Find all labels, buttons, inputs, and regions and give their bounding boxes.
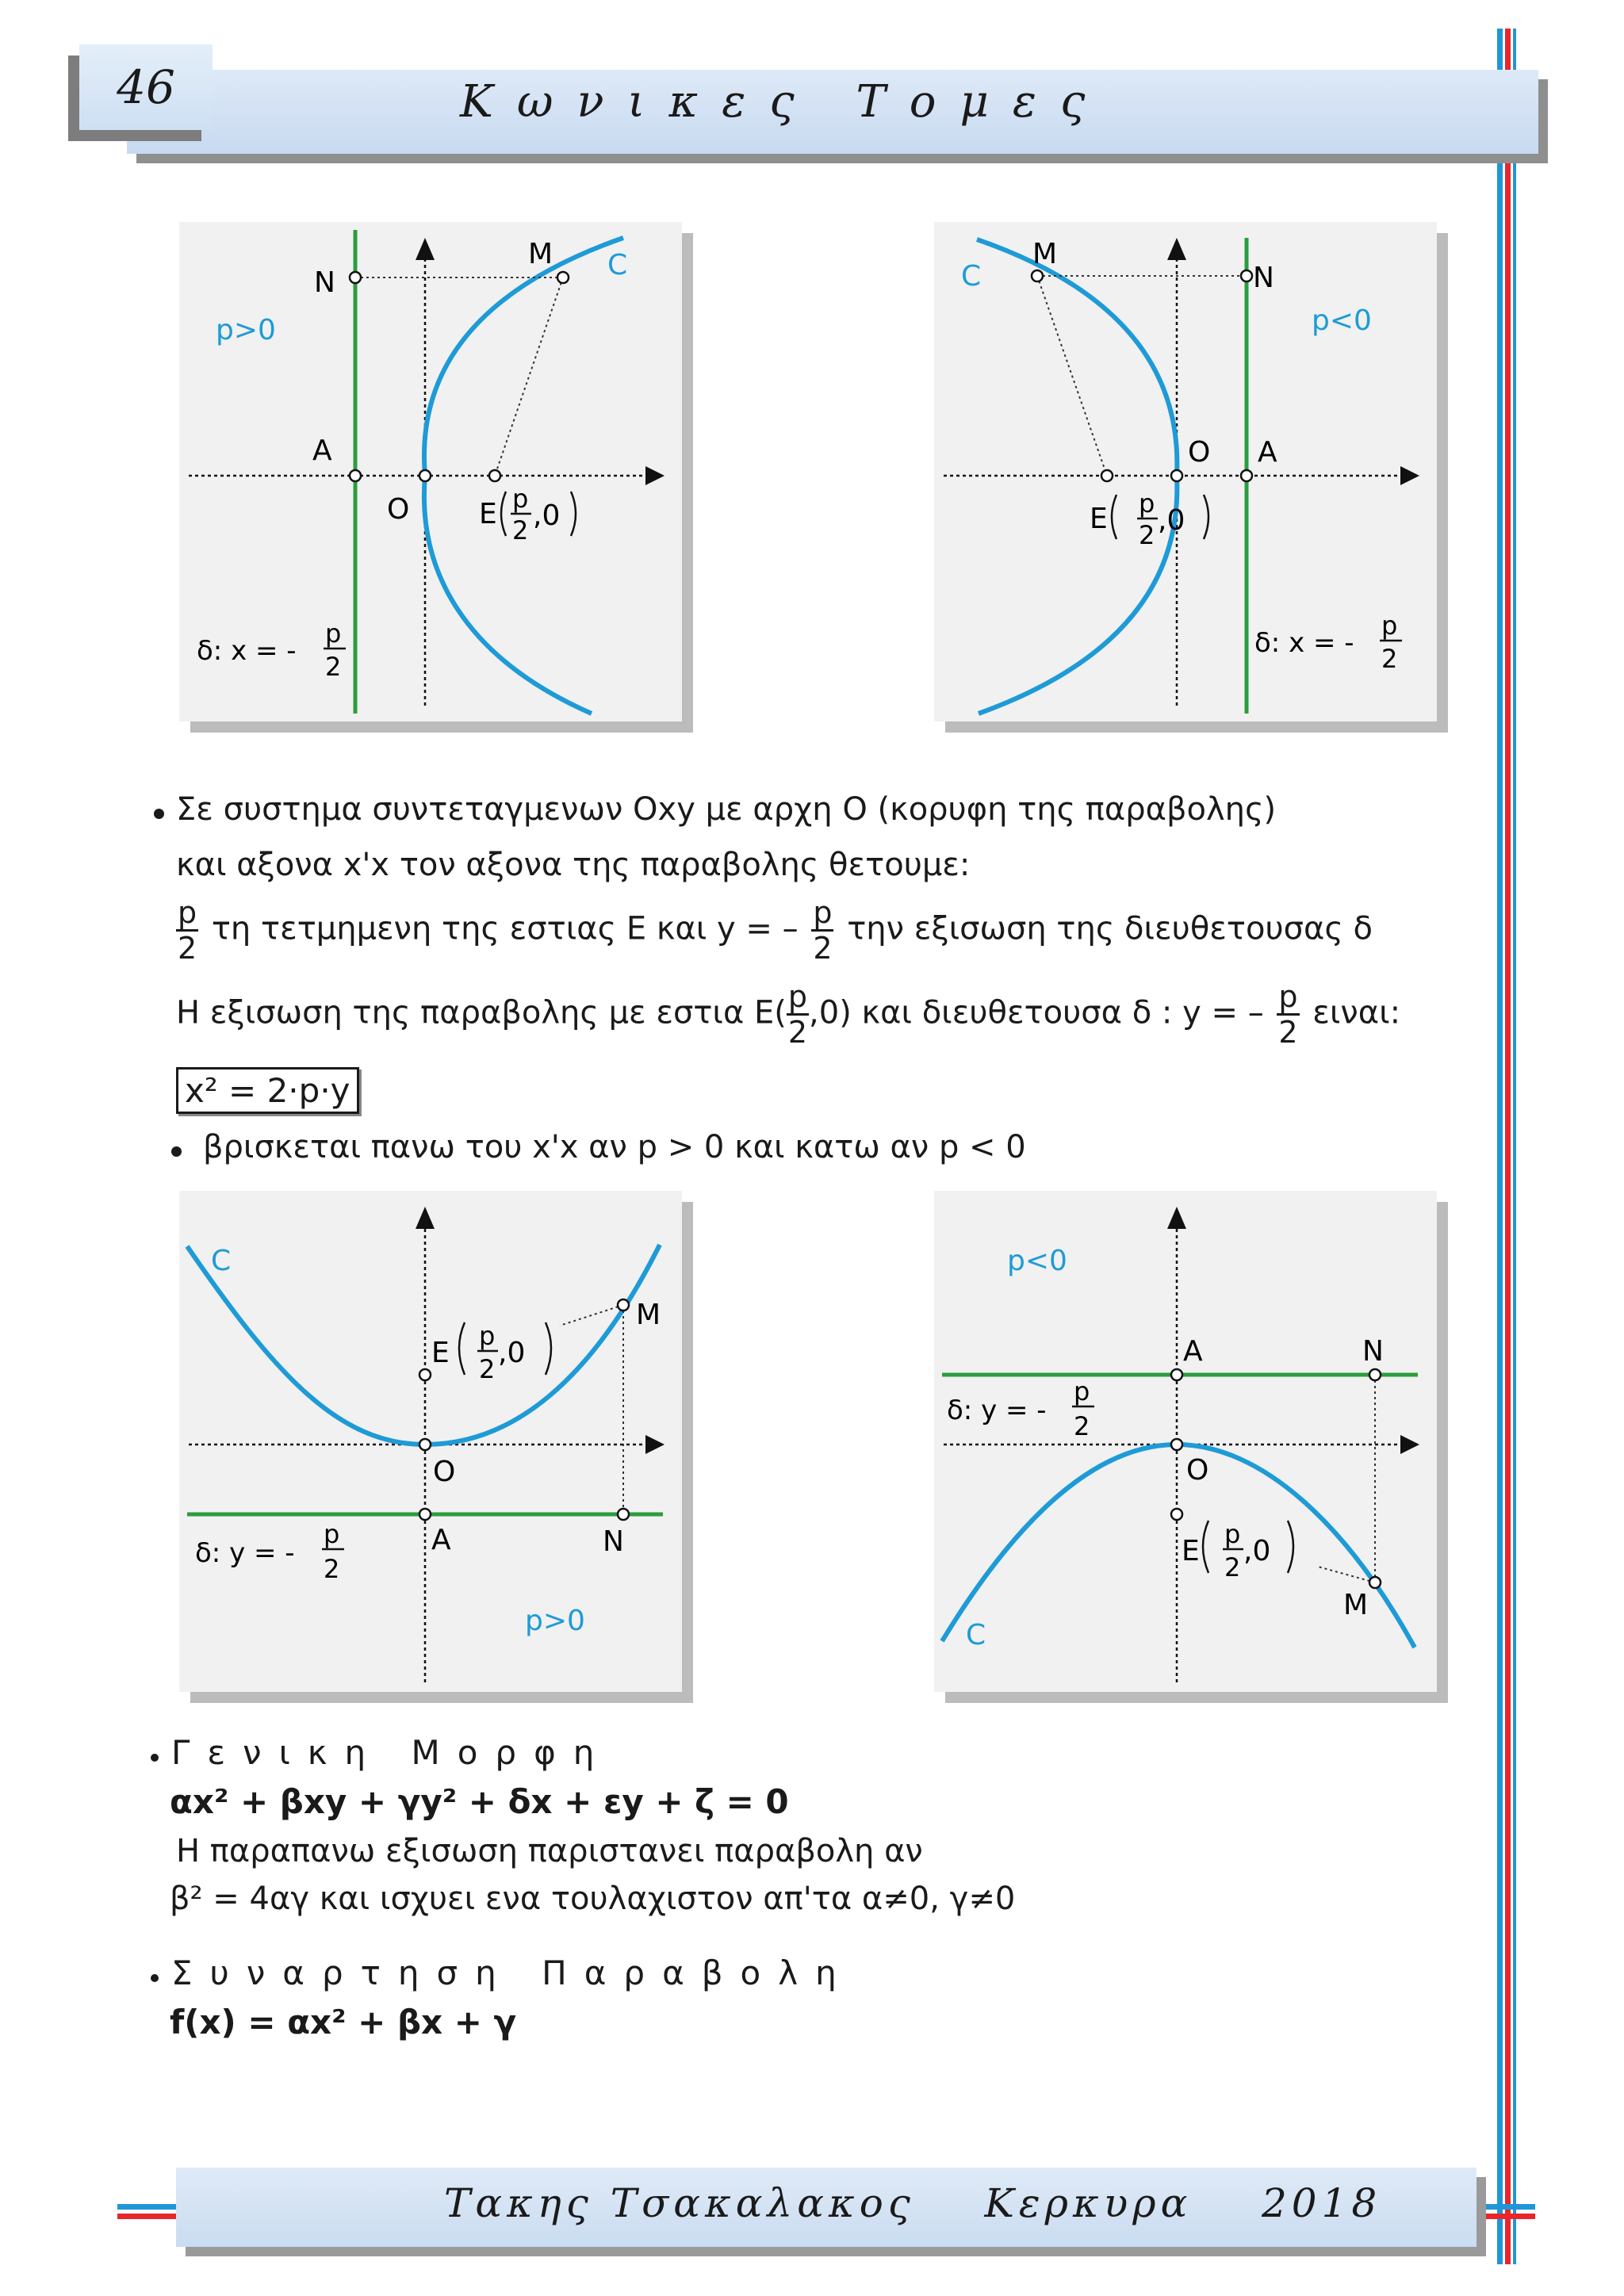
figure-parabola-right (179, 222, 682, 721)
bullet-dot (171, 1146, 182, 1157)
general-line2: β² = 4αγ και ισχυει ενα τουλαχιστον απ'τα α≠0, γ≠0 (170, 1881, 1016, 1917)
param-label: p<0 (1007, 1245, 1067, 1277)
point-M: M (636, 1299, 661, 1331)
directrix-label (197, 618, 346, 682)
page-number: 46 (79, 44, 213, 130)
header-title: Κωνικες Τομες (460, 76, 1109, 128)
point-N: N (1362, 1335, 1384, 1368)
svg-text:,0: ,0 (498, 1337, 526, 1369)
svg-text:,0: ,0 (533, 499, 561, 532)
footer-text: Τακης Τσακαλακος Κερκυρα 2018 (444, 2180, 1382, 2226)
svg-text:2: 2 (1139, 520, 1155, 550)
curve-label: C (961, 260, 982, 293)
point-M: M (528, 238, 553, 270)
bullet2-text: βρισκεται πανω του x'x αν p > 0 και κατω αν p < 0 (203, 1129, 1026, 1165)
parabola-curve (424, 238, 623, 714)
point-N: N (1253, 262, 1274, 294)
point-M: M (1343, 1589, 1369, 1621)
general-form-title: Γενικη Μορφη (171, 1733, 612, 1772)
svg-text:δ: y = -: δ: y = - (947, 1395, 1047, 1426)
figure-parabola-left (934, 222, 1437, 721)
footer-rail-right-blue (1480, 2204, 1535, 2210)
right-rail-red (1505, 29, 1511, 2264)
point-A: A (1258, 436, 1277, 469)
svg-text:2: 2 (1381, 644, 1398, 674)
figure-parabola-up (179, 1191, 682, 1692)
right-rail-blue-2 (1513, 29, 1516, 2264)
focus-label (479, 484, 576, 545)
svg-text:2: 2 (1074, 1411, 1090, 1441)
guide-ME (1037, 276, 1107, 476)
figure-parabola-down (934, 1191, 1437, 1692)
guide-ME (495, 277, 563, 476)
parabola-formula: x² = 2·p·y (176, 1067, 359, 1114)
point-O: O (433, 1456, 456, 1488)
curve-label: C (211, 1245, 232, 1277)
svg-text:2: 2 (479, 1354, 496, 1384)
svg-text:δ: x = -: δ: x = - (197, 635, 297, 667)
svg-text:E: E (431, 1337, 450, 1369)
svg-text:2: 2 (512, 515, 529, 545)
param-label: p>0 (525, 1605, 585, 1637)
svg-text:2: 2 (324, 1554, 340, 1584)
function-equation: f(x) = αx² + βx + γ (170, 2003, 517, 2042)
point-A: A (1183, 1335, 1203, 1368)
directrix-label (195, 1519, 344, 1584)
point-N: N (603, 1525, 624, 1558)
point-N: N (314, 266, 335, 299)
point-A: A (431, 1524, 451, 1556)
svg-text:p: p (1381, 610, 1398, 641)
focus-label (1182, 1519, 1293, 1582)
bullet-dot (154, 809, 164, 819)
point-O: O (387, 493, 410, 526)
general-line1: Η παραπανω εξισωση παριστανει παραβολη αν (176, 1833, 923, 1869)
param-label: p<0 (1312, 304, 1372, 337)
point-O: O (1186, 1454, 1209, 1487)
svg-text:E: E (1090, 503, 1108, 535)
directrix-label (947, 1376, 1094, 1441)
para1-line2: και αξονα x'x τον αξονα της παραβολης θετουμε: (176, 847, 971, 883)
svg-text:p: p (325, 618, 342, 649)
svg-text:E: E (1182, 1535, 1200, 1567)
footer-rail-left-blue (117, 2204, 181, 2210)
focus-label (1090, 488, 1208, 550)
focus-label (431, 1321, 551, 1384)
svg-text:δ: x = -: δ: x = - (1254, 627, 1354, 659)
svg-text:p: p (324, 1519, 340, 1549)
function-title: Συναρτηση Παραβολη (171, 1954, 854, 1992)
svg-text:E: E (479, 498, 497, 530)
svg-text:,0: ,0 (1243, 1535, 1271, 1567)
svg-text:p: p (512, 484, 529, 514)
point-A: A (312, 434, 332, 467)
curve-label: C (966, 1619, 986, 1651)
svg-text:p: p (1074, 1376, 1090, 1406)
point-O: O (1188, 436, 1211, 469)
para1-line4: Η εξισωση της παραβολης με εστια E( $\frac{p}{2}$ ,0) και διευθετουσα δ : y = – $\frac{p}{2}$ ειναι: (176, 979, 1401, 1050)
para1-line3: $\frac{p}{2}$ τη τετμημενη της εστιας E και y = – $\frac{p}{2}$ την εξισωση της διευθετουσας δ (177, 895, 1373, 966)
directrix-label (1254, 610, 1402, 674)
footer-rail-left-red (117, 2214, 181, 2219)
parabola-curve (187, 1245, 660, 1445)
general-equation: αx² + βxy + γy² + δx + εy + ζ = 0 (170, 1782, 789, 1821)
svg-text:p: p (479, 1321, 496, 1351)
bullet-dot (151, 1754, 159, 1762)
svg-text:δ: y = -: δ: y = - (195, 1537, 295, 1569)
svg-text:2: 2 (325, 652, 342, 682)
param-label: p>0 (216, 314, 276, 346)
svg-text:p: p (1139, 488, 1155, 519)
bullet-dot (151, 1974, 159, 1982)
svg-text:,0: ,0 (1158, 504, 1185, 537)
svg-text:2: 2 (1224, 1552, 1241, 1582)
point-M: M (1032, 238, 1058, 270)
footer-rail-right-red (1480, 2214, 1535, 2219)
para1-line1: Σε συστημα συντεταγμενων Oxy με αρχη O (κορυφη της παραβολης) (176, 791, 1277, 828)
right-rail-blue (1497, 29, 1503, 2264)
curve-label: C (607, 249, 628, 281)
svg-text:p: p (1224, 1519, 1241, 1549)
